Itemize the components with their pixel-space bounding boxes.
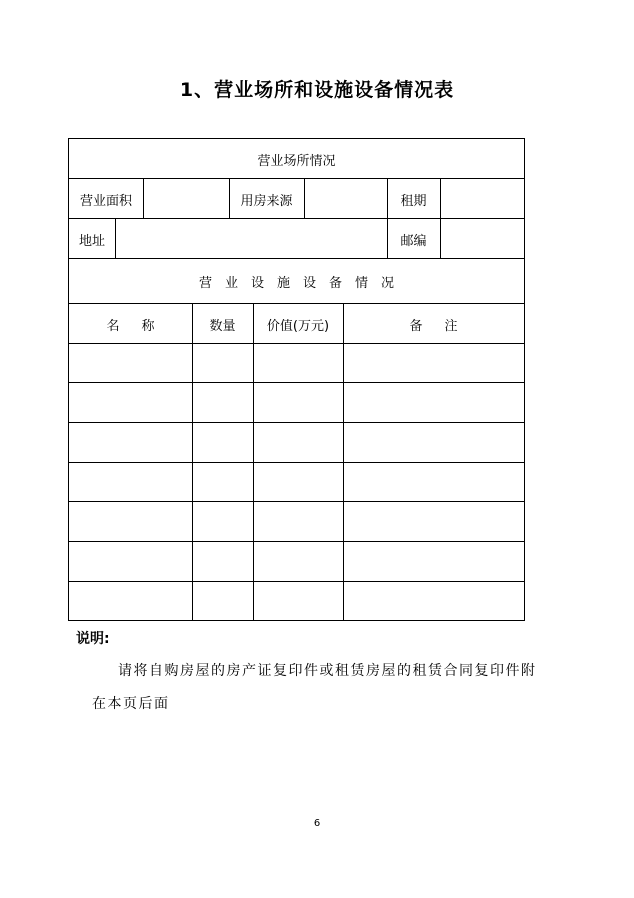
name-cell[interactable]	[69, 423, 192, 463]
remarks-cell[interactable]	[343, 502, 524, 542]
postcode-value-cell[interactable]	[440, 219, 524, 259]
table-row	[69, 422, 524, 463]
value-cell[interactable]	[253, 463, 343, 502]
column-header-row	[69, 303, 524, 344]
area-label: 营业面积	[79, 193, 132, 209]
note-body	[92, 655, 572, 721]
quantity-cell[interactable]	[192, 344, 253, 383]
note-line: 请将自购房屋的房产证复印件或租赁房屋的租赁合同复印件附	[118, 663, 537, 679]
source-label: 用房来源	[240, 193, 293, 209]
page-title: 1、营业场所和设施设备情况表	[179, 79, 455, 101]
remarks-cell[interactable]	[343, 542, 524, 582]
column-header-name: 名称	[106, 318, 177, 334]
note-line: 在本页后面	[92, 696, 170, 712]
value-cell[interactable]	[253, 502, 343, 542]
column-header-value: 价值(万元)	[266, 318, 330, 334]
quantity-cell[interactable]	[192, 542, 253, 582]
lease-value-cell[interactable]	[440, 179, 524, 219]
note-heading: 说明:	[76, 631, 110, 647]
quantity-cell[interactable]	[192, 383, 253, 423]
column-header-quantity: 数量	[209, 318, 236, 334]
column-header-remarks: 备注	[409, 318, 480, 334]
value-cell[interactable]	[253, 344, 343, 383]
page-number: 6	[313, 818, 321, 829]
value-cell[interactable]	[253, 423, 343, 463]
quantity-cell[interactable]	[192, 502, 253, 542]
value-cell[interactable]	[253, 582, 343, 621]
address-value-cell[interactable]	[115, 219, 387, 259]
section-header-row	[69, 258, 524, 304]
name-cell[interactable]	[69, 582, 192, 621]
name-cell[interactable]	[69, 463, 192, 502]
remarks-cell[interactable]	[343, 582, 524, 621]
address-label: 地址	[78, 233, 105, 249]
address-row	[69, 218, 524, 259]
name-cell[interactable]	[69, 383, 192, 423]
remarks-cell[interactable]	[343, 383, 524, 423]
premises-info-row	[69, 178, 524, 219]
remarks-cell[interactable]	[343, 463, 524, 502]
table-row	[69, 501, 524, 542]
quantity-cell[interactable]	[192, 463, 253, 502]
postcode-label: 邮编	[400, 233, 427, 249]
section-header-premises: 营业场所情况	[257, 153, 336, 169]
table-row	[69, 382, 524, 423]
name-cell[interactable]	[69, 542, 192, 582]
name-cell[interactable]	[69, 344, 192, 383]
table-row	[69, 581, 524, 621]
name-cell[interactable]	[69, 502, 192, 542]
quantity-cell[interactable]	[192, 423, 253, 463]
table-row	[69, 541, 524, 582]
lease-label: 租期	[400, 193, 427, 209]
value-cell[interactable]	[253, 542, 343, 582]
quantity-cell[interactable]	[192, 582, 253, 621]
remarks-cell[interactable]	[343, 423, 524, 463]
area-value-cell[interactable]	[143, 179, 229, 219]
section-header-facilities: 营业设施设备情况	[198, 276, 407, 291]
table-row	[69, 343, 524, 383]
table-row	[69, 462, 524, 502]
section-header-row	[69, 138, 524, 179]
source-value-cell[interactable]	[304, 179, 387, 219]
value-cell[interactable]	[253, 383, 343, 423]
facilities-table	[68, 138, 525, 621]
remarks-cell[interactable]	[343, 344, 524, 383]
